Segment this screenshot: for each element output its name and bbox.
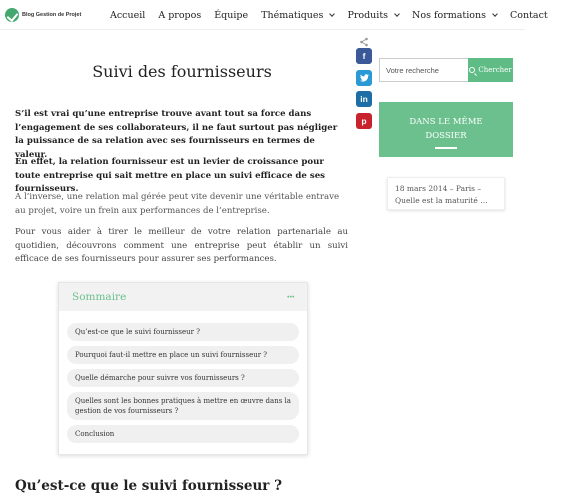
nav-label: Accueil: [110, 9, 146, 21]
share-icon: [359, 37, 369, 47]
site-logo[interactable]: [5, 8, 81, 22]
main-nav: [110, 0, 561, 30]
toc-header[interactable]: [59, 283, 307, 311]
intro-paragraph: En effet, la relation fournisseur est un levier de croissance pour toute entreprise qui sait mettre en place un suivi efficace de ses fournisseurs.: [15, 157, 326, 194]
pinterest-icon: p: [361, 116, 367, 126]
share-pinterest-button[interactable]: [356, 113, 372, 129]
nav-label: Équipe: [214, 9, 249, 21]
nav-label: Produits: [347, 9, 389, 21]
related-article-card[interactable]: 18 mars 2014 – Paris – Quelle est la maturité …: [387, 177, 505, 210]
toc-toggle-icon[interactable]: ···: [286, 291, 294, 303]
nav-label: Contact: [509, 9, 548, 21]
toc-item[interactable]: Pourquoi faut-il mettre en place un suivi fournisseur ?: [67, 346, 299, 364]
share-twitter-button[interactable]: [356, 70, 372, 86]
search-button[interactable]: [468, 58, 513, 82]
nav-item-a-propos[interactable]: [158, 10, 201, 21]
search-form: [379, 58, 513, 82]
body-paragraph: Pour vous aider à tirer le meilleur de votre relation partenariale au quotidien, découvrons comment une entreprise peut établir un suivi efficace de ses fournisseurs pour assurer ses performances.: [15, 227, 348, 264]
nav-item-accueil[interactable]: [110, 10, 145, 21]
search-icon: [469, 67, 475, 73]
share-facebook-button[interactable]: [356, 48, 372, 64]
nav-item-contact[interactable]: [510, 10, 548, 21]
site-header: [0, 0, 548, 30]
logo-text: Blog Gestion de Projet: [22, 11, 82, 18]
nav-item-nos-formations[interactable]: [412, 10, 497, 21]
widget-title: DANS LE MÊME DOSSIER: [409, 117, 483, 141]
nav-label: A propos: [158, 9, 202, 21]
related-widget-header: [379, 102, 513, 157]
intro-paragraph: S’il est vrai qu’une entreprise trouve avant tout sa force dans l’engagement de ses collaborateurs, il ne faut surtout pas négliger la puissance de sa relation avec ses fournisseurs en termes de valeur.: [15, 109, 338, 160]
section-heading: Qu’est-ce que le suivi fournisseur ?: [15, 478, 283, 494]
chevron-down-icon: [330, 11, 336, 17]
twitter-icon: [360, 74, 369, 82]
search-input[interactable]: Votre recherche: [379, 58, 468, 82]
nav-label: Nos formations: [412, 9, 486, 21]
nav-item-thematiques[interactable]: [261, 10, 334, 21]
toc-item[interactable]: Quelles sont les bonnes pratiques à mettre en œuvre dans la gestion de vos fournisseurs ?: [67, 392, 299, 420]
nav-item-equipe[interactable]: [214, 10, 248, 21]
linkedin-icon: in: [360, 94, 368, 104]
widget-divider: [435, 147, 457, 149]
nav-label: Thématiques: [261, 9, 324, 21]
toc-item[interactable]: Quelle démarche pour suivre vos fournisseurs ?: [67, 369, 299, 387]
toc-item[interactable]: Qu’est-ce que le suivi fournisseur ?: [67, 323, 299, 341]
chevron-down-icon: [492, 11, 498, 17]
toc-title: Sommaire: [72, 291, 127, 303]
table-of-contents: [58, 282, 308, 455]
nav-item-produits[interactable]: [347, 10, 399, 21]
toc-item[interactable]: Conclusion: [67, 425, 299, 443]
facebook-icon: f: [362, 51, 366, 61]
logo-check-icon: [5, 8, 19, 22]
page-title: Suivi des fournisseurs: [92, 62, 272, 81]
chevron-down-icon: [394, 11, 400, 17]
search-button-label: Chercher: [478, 66, 512, 74]
body-paragraph: A l’inverse, une relation mal gérée peut vite devenir une véritable entrave au projet, voire un frein aux performances de l’entreprise.: [15, 192, 340, 216]
share-linkedin-button[interactable]: [356, 91, 372, 107]
